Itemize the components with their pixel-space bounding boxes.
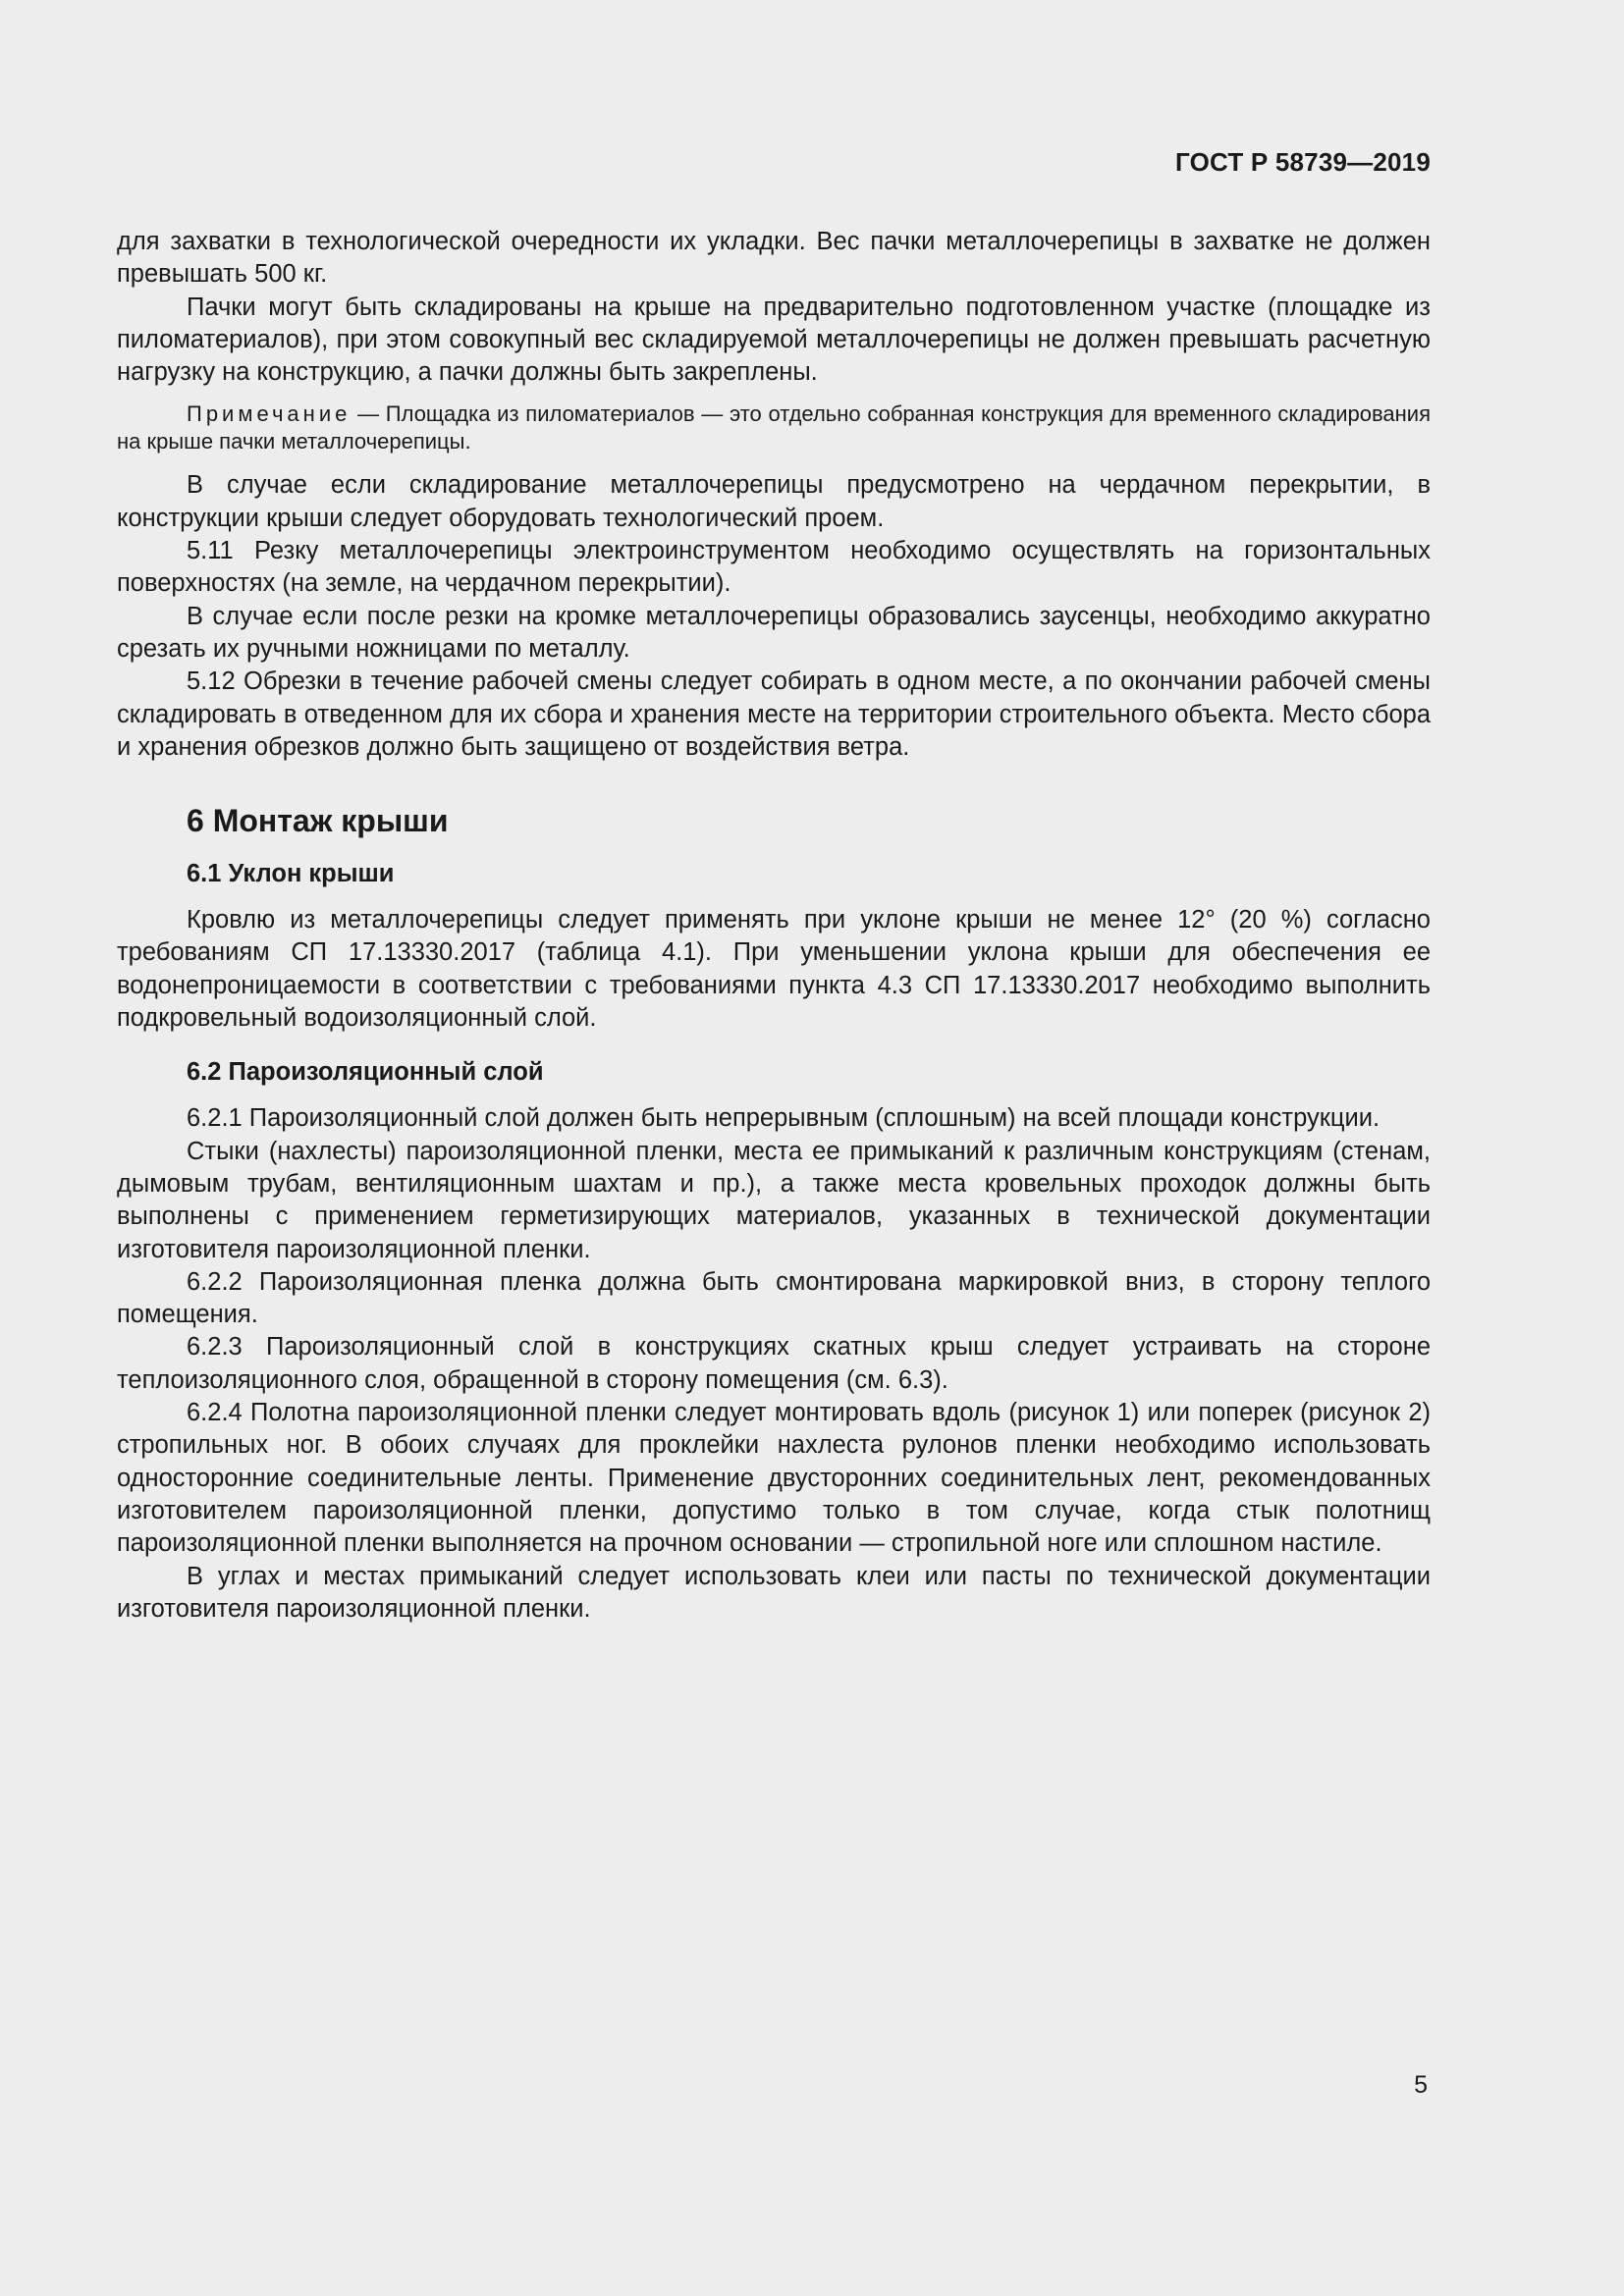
paragraph: Пачки могут быть складированы на крыше на предварительно подготовленном участке (площадке из пиломатериалов), при этом совокупный вес складируемой металлочерепицы не должен превышать расчетную нагрузку на конструкцию, а пачки должны быть закреплены. xyxy=(117,293,1431,387)
paragraph: 6.2.2 Пароизоляционная пленка должна быть смонтирована маркировкой вниз, в сторону теплого помещения. xyxy=(117,1267,1431,1329)
paragraph: 6.2.4 Полотна пароизоляционной пленки следует монтировать вдоль (рисунок 1) или поперек (рисунок 2) стропильных ног. В обоих случаях для проклейки нахлеста рулонов пленки необходимо использовать односторонние соединительные ленты. Применение двусторонних соединительных лент, рекомендованных изготовителем пароизоляционной пленки, допустимо только в том случае, когда стык полотнищ пароизоляционной пленки выполняется на прочном основании — стропильной ноге или сплошном настиле. xyxy=(117,1399,1431,1558)
paragraph: 5.12 Обрезки в течение рабочей смены следует собирать в одном месте, а по окончании рабочей смены складировать в отведенном для их сбора и хранения месте на территории строительного объекта. Место сбора и хранения обрезков должно быть защищено от воздействия ветра. xyxy=(117,667,1431,761)
paragraph: 6.2.1 Пароизоляционный слой должен быть непрерывным (сплошным) на всей площади конструкции. xyxy=(187,1104,1380,1133)
paragraph: для захватки в технологической очередности их укладки. Вес пачки металлочерепицы в захватке не должен превышать 500 кг. xyxy=(117,228,1431,289)
paragraph: Стыки (нахлесты) пароизоляционной пленки, места ее примыканий к различным конструкциям (стенам, дымовым трубам, вентиляционным шахтам и пр.), а также места кровельных проходок должны быть выполнены с применением герметизирующих материалов, указанных в технической документации изготовителя пароизоляционной пленки. xyxy=(117,1137,1431,1263)
document-code: ГОСТ Р 58739—2019 xyxy=(1175,147,1431,177)
section-title: 6 Монтаж крыши xyxy=(187,803,449,839)
note-label: Примечание xyxy=(187,401,352,427)
paragraph: 5.11 Резку металлочерепицы электроинструментом необходимо осуществлять на горизонтальных поверхностях (на земле, на чердачном перекрытии). xyxy=(117,537,1431,598)
note xyxy=(117,400,1431,455)
paragraph: Кровлю из металлочерепицы следует применять при уклоне крыши не менее 12° (20 %) согласно требованиям СП 17.13330.2017 (таблица 4.1). При уменьшении уклона крыши для обеспечения ее водонепроницаемости в соответствии с требованиями пункта 4.3 СП 17.13330.2017 необходимо выполнить подкровельный водоизоляционный слой. xyxy=(117,906,1431,1033)
paragraph: В случае если складирование металлочерепицы предусмотрено на чердачном перекрытии, в конструкции крыши следует оборудовать технологический проем. xyxy=(117,471,1431,532)
paragraph: В случае если после резки на кромке металлочерепицы образовались заусенцы, необходимо аккуратно срезать их ручными ножницами по металлу. xyxy=(117,602,1431,663)
paragraph: 6.2.3 Пароизоляционный слой в конструкциях скатных крыш следует устраивать на стороне теплоизоляционного слоя, обращенной в сторону помещения (см. 6.3). xyxy=(117,1333,1431,1394)
document-body xyxy=(117,226,1431,1626)
note-text: — Площадка из пиломатериалов — это отдельно собранная конструкция для временного складирования на крыше пачки металлочерепицы. xyxy=(117,401,1431,454)
subsection-title: 6.2 Пароизоляционный слой xyxy=(187,1058,544,1087)
page-number: 5 xyxy=(1414,2071,1428,2099)
paragraph: В углах и местах примыканий следует использовать клеи или пасты по технической документации изготовителя пароизоляционной пленки. xyxy=(117,1562,1431,1623)
subsection-title: 6.1 Уклон крыши xyxy=(187,860,395,888)
